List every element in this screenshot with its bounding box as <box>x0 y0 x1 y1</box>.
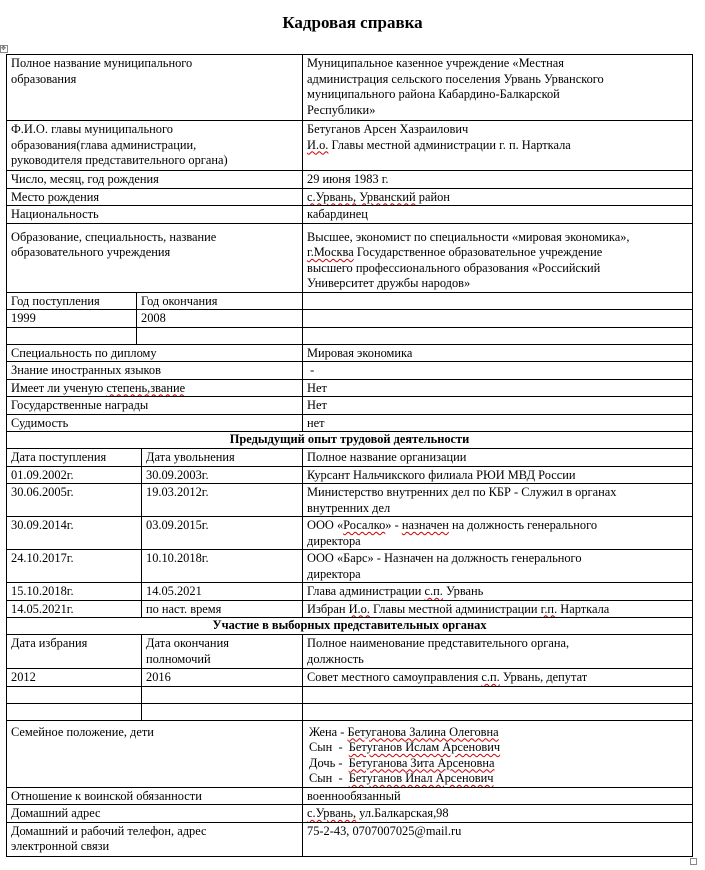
head-value: Бетуганов Арсен Хазраилович И.о. Главы местной администрации г. п. Нарткала <box>303 121 693 171</box>
study-end-value: 2008 <box>137 310 303 328</box>
table-row <box>7 171 693 189</box>
table-row <box>7 362 693 380</box>
move-handle-icon[interactable]: ✥ <box>1 46 7 52</box>
table-row: 01.09.2002г. 30.09.2003г. Курсант Нальчикского филиала РЮИ МВД России <box>7 466 693 484</box>
table-row <box>7 805 693 823</box>
table-row <box>7 449 693 467</box>
table-row <box>7 206 693 224</box>
table-row <box>7 55 693 121</box>
section-header <box>7 618 693 635</box>
languages-label: Знание иностранных языков <box>7 362 303 380</box>
table-row <box>7 635 693 669</box>
elections-header-start: Дата избрания <box>7 635 142 669</box>
education-label: Образование, специальность, название образовательного учреждения <box>7 223 303 292</box>
table-row <box>7 310 693 328</box>
table-row: 30.06.2005г. 19.03.2012г. Министерство внутренних дел по КБР - Служил в органах внутренних дел <box>7 484 693 517</box>
table-row <box>7 379 693 397</box>
study-start-value: 1999 <box>7 310 137 328</box>
table-row <box>7 686 693 703</box>
org-label: Полное название муниципального образования <box>7 55 303 121</box>
work-header-org: Полное название организации <box>303 449 693 467</box>
org-value: Муниципальное казенное учреждение «Местная администрация сельского поселения Урвань Урванского муниципального района Кабардино-Балкарской Республики» <box>303 55 693 121</box>
study-end-label: Год окончания <box>137 292 303 310</box>
table-row <box>7 121 693 171</box>
nationality-value: кабардинец <box>303 206 693 224</box>
birthdate-label: Число, месяц, год рождения <box>7 171 303 189</box>
table-row <box>7 292 693 310</box>
birthplace-label: Место рождения <box>7 188 303 206</box>
awards-value: Нет <box>303 397 693 415</box>
table-row <box>7 188 693 206</box>
table-row <box>7 223 693 292</box>
conviction-value: нет <box>303 414 693 432</box>
elections-header-org: Полное наименование представительного органа, должность <box>303 635 693 669</box>
page-title: Кадровая справка <box>282 13 423 32</box>
languages-value: - <box>303 362 693 380</box>
family-label: Семейное положение, дети <box>7 720 303 787</box>
table-row <box>7 344 693 362</box>
military-label: Отношение к воинской обязанности <box>7 787 303 805</box>
section-header <box>7 432 693 449</box>
family-value: Жена - Бетуганова Залина Олеговна Сын - Бетуганов Ислам Арсенович Дочь - Бетуганова Зита Арсеновна Сын - Бетуганов Инал Арсенович <box>303 720 693 787</box>
table-row <box>7 703 693 720</box>
address-label: Домашний адрес <box>7 805 303 823</box>
table-row <box>7 414 693 432</box>
table-row: 14.05.2021г. по наст. время Избран И.о. Главы местной администрации г.п. Нарткала <box>7 600 693 618</box>
table-row: 2012 2016 Совет местного самоуправления с.п. Урвань, депутат <box>7 669 693 687</box>
elections-section-title: Участие в выборных представительных органах <box>7 618 693 635</box>
table-row <box>7 397 693 415</box>
contacts-label: Домашний и рабочий телефон, адрес электронной связи <box>7 822 303 856</box>
address-value: с.Урвань, ул.Балкарская,98 <box>303 805 693 823</box>
head-label: Ф.И.О. главы муниципального образования(глава администрации, руководителя представительного органа) <box>7 121 303 171</box>
birthdate-value: 29 июня 1983 г. <box>303 171 693 189</box>
table-row: 30.09.2014г. 03.09.2015г. ООО «Росалко» - назначен на должность генерального директора <box>7 517 693 550</box>
study-start-label: Год поступления <box>7 292 137 310</box>
table-row: 24.10.2017г. 10.10.2018г. ООО «Барс» - Назначен на должность генерального директора <box>7 550 693 583</box>
conviction-label: Судимость <box>7 414 303 432</box>
nationality-label: Национальность <box>7 206 303 224</box>
degree-value: Нет <box>303 379 693 397</box>
awards-label: Государственные награды <box>7 397 303 415</box>
table-row <box>7 327 693 344</box>
elections-header-end: Дата окончания полномочий <box>142 635 303 669</box>
table-resize-handle[interactable] <box>690 858 697 865</box>
education-value: Высшее, экономист по специальности «мировая экономика», г.Москва Государственное образовательное учреждение высшего профессионального образования «Российский Университет дружбы народов» <box>303 223 693 292</box>
table-row <box>7 720 693 787</box>
table-row: 15.10.2018г. 14.05.2021 Глава администрации с.п. Урвань <box>7 583 693 601</box>
specialty-label: Специальность по диплому <box>7 344 303 362</box>
table-row <box>7 787 693 805</box>
military-value: военнообязанный <box>303 787 693 805</box>
work-header-end: Дата увольнения <box>142 449 303 467</box>
work-header-start: Дата поступления <box>7 449 142 467</box>
table-row <box>7 822 693 856</box>
degree-label: Имеет ли ученую степень,звание <box>7 379 303 397</box>
contacts-value: 75-2-43, 0707007025@mail.ru <box>303 822 693 856</box>
birthplace-value: с.Урвань, Урванский район <box>303 188 693 206</box>
personnel-table <box>6 54 693 857</box>
work-section-title: Предыдущий опыт трудовой деятельности <box>7 432 693 449</box>
specialty-value: Мировая экономика <box>303 344 693 362</box>
